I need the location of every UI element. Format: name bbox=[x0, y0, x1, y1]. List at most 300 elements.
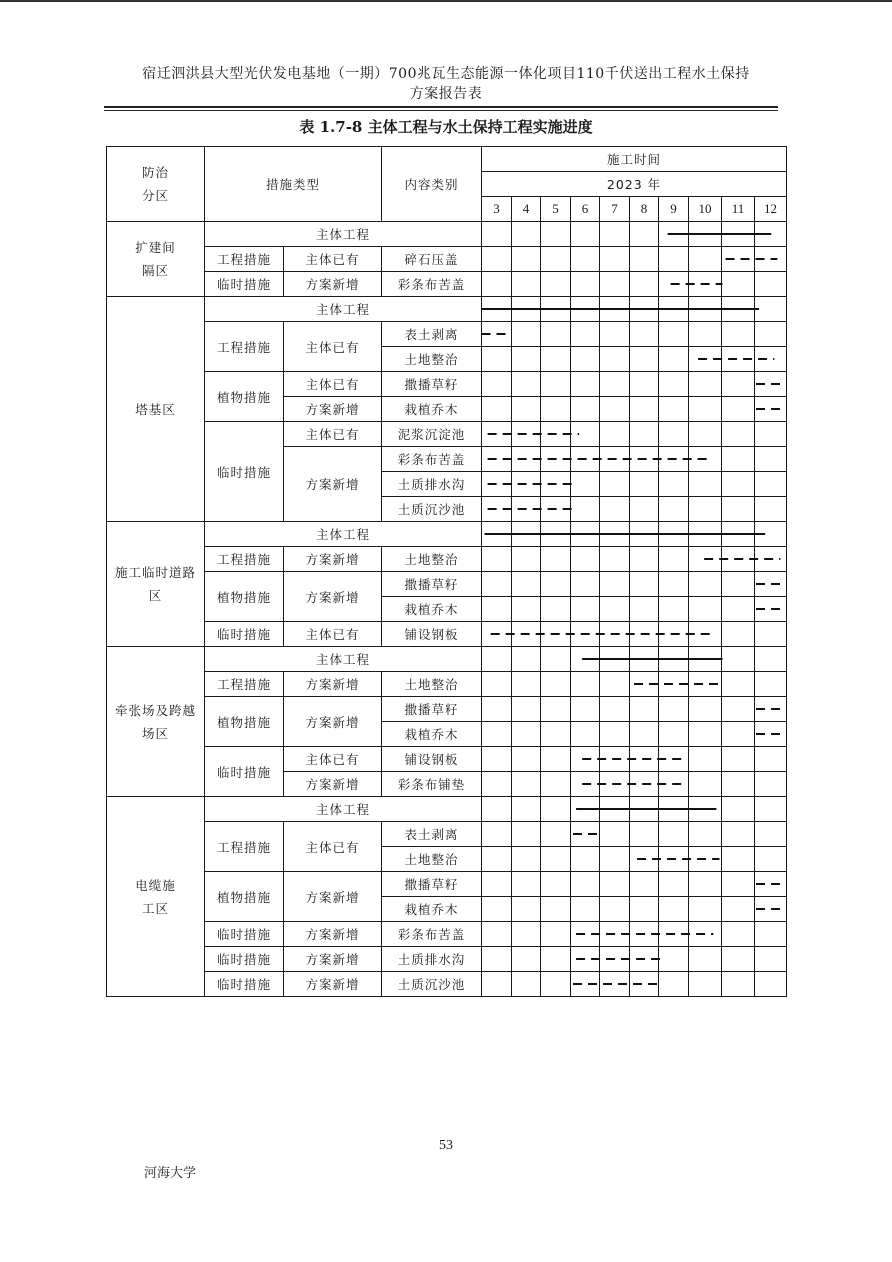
gantt-cell bbox=[600, 597, 630, 622]
gantt-cell bbox=[571, 747, 600, 772]
gantt-cell bbox=[722, 397, 755, 422]
gantt-cell bbox=[630, 672, 659, 697]
gantt-cell bbox=[571, 347, 600, 372]
gantt-cell bbox=[722, 697, 755, 722]
header-content: 内容类别 bbox=[382, 147, 482, 222]
gantt-cell bbox=[630, 272, 659, 297]
gantt-cell bbox=[571, 247, 600, 272]
gantt-cell bbox=[541, 672, 571, 697]
gantt-cell bbox=[541, 497, 571, 522]
main-works-label: 主体工程 bbox=[205, 297, 482, 322]
month-header-11: 11 bbox=[722, 197, 755, 222]
gantt-cell bbox=[541, 347, 571, 372]
gantt-cell bbox=[722, 347, 755, 372]
schedule-row bbox=[107, 247, 787, 272]
content-item: 栽植乔木 bbox=[382, 397, 482, 422]
gantt-cell bbox=[571, 447, 600, 472]
measure-category: 植物措施 bbox=[205, 572, 284, 622]
gantt-cell bbox=[512, 497, 541, 522]
gantt-cell bbox=[722, 222, 755, 247]
gantt-cell bbox=[482, 372, 512, 397]
month-header-6: 6 bbox=[571, 197, 600, 222]
gantt-cell bbox=[600, 497, 630, 522]
schedule-row bbox=[107, 922, 787, 947]
gantt-cell bbox=[512, 272, 541, 297]
header-rule-thick bbox=[104, 106, 778, 108]
gantt-cell bbox=[512, 297, 541, 322]
gantt-cell bbox=[659, 897, 689, 922]
gantt-cell bbox=[541, 472, 571, 497]
gantt-cell bbox=[482, 422, 512, 447]
month-header-3: 3 bbox=[482, 197, 512, 222]
gantt-cell bbox=[600, 572, 630, 597]
content-item: 土地整治 bbox=[382, 347, 482, 372]
gantt-cell bbox=[755, 322, 787, 347]
content-item: 栽植乔木 bbox=[382, 722, 482, 747]
gantt-cell bbox=[659, 947, 689, 972]
zone-name bbox=[107, 647, 205, 797]
gantt-cell bbox=[600, 522, 630, 547]
content-item: 泥浆沉淀池 bbox=[382, 422, 482, 447]
content-item: 彩条布铺垫 bbox=[382, 772, 482, 797]
content-item: 土质沉沙池 bbox=[382, 972, 482, 997]
gantt-cell bbox=[541, 747, 571, 772]
gantt-cell bbox=[482, 522, 512, 547]
gantt-cell bbox=[630, 947, 659, 972]
gantt-cell bbox=[571, 822, 600, 847]
gantt-cell bbox=[689, 922, 722, 947]
gantt-cell bbox=[512, 772, 541, 797]
gantt-cell bbox=[571, 697, 600, 722]
gantt-cell bbox=[600, 622, 630, 647]
gantt-cell bbox=[600, 222, 630, 247]
gantt-cell bbox=[571, 872, 600, 897]
gantt-cell bbox=[600, 822, 630, 847]
gantt-cell bbox=[600, 697, 630, 722]
gantt-cell bbox=[659, 797, 689, 822]
gantt-cell bbox=[722, 722, 755, 747]
gantt-cell bbox=[689, 722, 722, 747]
gantt-cell bbox=[571, 922, 600, 947]
gantt-cell bbox=[541, 897, 571, 922]
gantt-cell bbox=[755, 422, 787, 447]
gantt-cell bbox=[755, 847, 787, 872]
measure-source: 主体已有 bbox=[284, 372, 382, 397]
gantt-cell bbox=[659, 222, 689, 247]
measure-category: 植物措施 bbox=[205, 697, 284, 747]
gantt-cell bbox=[600, 747, 630, 772]
gantt-cell bbox=[541, 272, 571, 297]
gantt-cell bbox=[512, 372, 541, 397]
gantt-cell bbox=[755, 722, 787, 747]
gantt-cell bbox=[512, 522, 541, 547]
gantt-cell bbox=[482, 622, 512, 647]
gantt-cell bbox=[755, 497, 787, 522]
gantt-cell bbox=[482, 447, 512, 472]
content-item: 撒播草籽 bbox=[382, 372, 482, 397]
gantt-cell bbox=[630, 697, 659, 722]
schedule-row bbox=[107, 272, 787, 297]
table-caption: 表 1.7-8 主体工程与水土保持工程实施进度 bbox=[299, 118, 593, 136]
measure-source: 方案新增 bbox=[284, 922, 382, 947]
gantt-cell bbox=[689, 522, 722, 547]
gantt-cell bbox=[755, 772, 787, 797]
gantt-cell bbox=[512, 247, 541, 272]
gantt-cell bbox=[541, 372, 571, 397]
measure-category: 工程措施 bbox=[205, 547, 284, 572]
measure-source: 方案新增 bbox=[284, 772, 382, 797]
gantt-cell bbox=[722, 522, 755, 547]
zone-name-label: 电缆施工区 bbox=[135, 877, 176, 916]
gantt-cell bbox=[722, 672, 755, 697]
zone-name-label: 牵张场及跨越场区 bbox=[114, 702, 196, 741]
schedule-row bbox=[107, 972, 787, 997]
gantt-cell bbox=[689, 547, 722, 572]
gantt-cell bbox=[571, 772, 600, 797]
gantt-cell bbox=[541, 297, 571, 322]
gantt-cell bbox=[689, 422, 722, 447]
gantt-cell bbox=[482, 972, 512, 997]
gantt-cell bbox=[571, 472, 600, 497]
gantt-cell bbox=[722, 497, 755, 522]
gantt-cell bbox=[512, 922, 541, 947]
header-line-2: 方案报告表 bbox=[409, 86, 483, 102]
gantt-cell bbox=[512, 447, 541, 472]
gantt-cell bbox=[689, 372, 722, 397]
gantt-cell bbox=[482, 947, 512, 972]
schedule-row bbox=[107, 522, 787, 547]
gantt-cell bbox=[482, 347, 512, 372]
gantt-cell bbox=[630, 222, 659, 247]
measure-source: 方案新增 bbox=[284, 397, 382, 422]
gantt-cell bbox=[689, 447, 722, 472]
gantt-cell bbox=[722, 272, 755, 297]
gantt-cell bbox=[722, 622, 755, 647]
gantt-cell bbox=[689, 247, 722, 272]
measure-category: 植物措施 bbox=[205, 872, 284, 922]
measure-source: 方案新增 bbox=[284, 272, 382, 297]
gantt-cell bbox=[722, 797, 755, 822]
gantt-cell bbox=[512, 597, 541, 622]
gantt-cell bbox=[659, 272, 689, 297]
gantt-cell bbox=[600, 547, 630, 572]
gantt-cell bbox=[482, 897, 512, 922]
month-header-10: 10 bbox=[689, 197, 722, 222]
gantt-cell bbox=[755, 922, 787, 947]
gantt-cell bbox=[512, 397, 541, 422]
gantt-cell bbox=[722, 597, 755, 622]
gantt-cell bbox=[571, 572, 600, 597]
zone-name bbox=[107, 522, 205, 647]
measure-category: 临时措施 bbox=[205, 272, 284, 297]
gantt-cell bbox=[571, 972, 600, 997]
gantt-cell bbox=[722, 747, 755, 772]
measure-category: 工程措施 bbox=[205, 247, 284, 272]
gantt-cell bbox=[755, 572, 787, 597]
gantt-cell bbox=[659, 622, 689, 647]
gantt-cell bbox=[600, 397, 630, 422]
gantt-cell bbox=[512, 572, 541, 597]
gantt-cell bbox=[630, 597, 659, 622]
gantt-cell bbox=[600, 897, 630, 922]
gantt-cell bbox=[541, 822, 571, 847]
gantt-cell bbox=[541, 922, 571, 947]
gantt-cell bbox=[659, 497, 689, 522]
gantt-cell bbox=[689, 272, 722, 297]
gantt-cell bbox=[571, 897, 600, 922]
gantt-cell bbox=[482, 697, 512, 722]
content-item: 铺设钢板 bbox=[382, 747, 482, 772]
gantt-cell bbox=[630, 872, 659, 897]
gantt-cell bbox=[630, 822, 659, 847]
header-measure: 措施类型 bbox=[205, 147, 382, 222]
gantt-cell bbox=[659, 647, 689, 672]
gantt-cell bbox=[689, 472, 722, 497]
gantt-cell bbox=[689, 872, 722, 897]
content-item: 土质排水沟 bbox=[382, 472, 482, 497]
month-header-12: 12 bbox=[755, 197, 787, 222]
gantt-cell bbox=[541, 847, 571, 872]
gantt-cell bbox=[600, 922, 630, 947]
gantt-cell bbox=[541, 622, 571, 647]
gantt-cell bbox=[541, 797, 571, 822]
gantt-cell bbox=[482, 797, 512, 822]
gantt-cell bbox=[755, 547, 787, 572]
gantt-cell bbox=[659, 547, 689, 572]
measure-category: 植物措施 bbox=[205, 372, 284, 422]
gantt-cell bbox=[630, 972, 659, 997]
gantt-cell bbox=[600, 347, 630, 372]
content-item: 表土剥离 bbox=[382, 822, 482, 847]
gantt-cell bbox=[571, 547, 600, 572]
gantt-cell bbox=[722, 322, 755, 347]
gantt-cell bbox=[755, 472, 787, 497]
gantt-cell bbox=[689, 672, 722, 697]
content-item: 土地整治 bbox=[382, 847, 482, 872]
schedule-row bbox=[107, 797, 787, 822]
gantt-cell bbox=[689, 597, 722, 622]
gantt-cell bbox=[600, 272, 630, 297]
gantt-cell bbox=[482, 297, 512, 322]
schedule-table bbox=[106, 146, 787, 997]
gantt-cell bbox=[571, 622, 600, 647]
gantt-cell bbox=[571, 672, 600, 697]
gantt-cell bbox=[630, 922, 659, 947]
gantt-cell bbox=[512, 797, 541, 822]
gantt-cell bbox=[571, 397, 600, 422]
header-rule-thin bbox=[104, 110, 778, 111]
gantt-cell bbox=[659, 297, 689, 322]
header-row-1 bbox=[107, 147, 787, 172]
gantt-cell bbox=[659, 722, 689, 747]
gantt-cell bbox=[541, 447, 571, 472]
gantt-cell bbox=[630, 847, 659, 872]
gantt-cell bbox=[600, 772, 630, 797]
gantt-cell bbox=[755, 397, 787, 422]
content-item: 铺设钢板 bbox=[382, 622, 482, 647]
gantt-cell bbox=[482, 272, 512, 297]
gantt-cell bbox=[755, 897, 787, 922]
gantt-cell bbox=[755, 622, 787, 647]
gantt-cell bbox=[482, 922, 512, 947]
gantt-cell bbox=[659, 672, 689, 697]
gantt-cell bbox=[659, 447, 689, 472]
gantt-cell bbox=[482, 222, 512, 247]
gantt-cell bbox=[689, 697, 722, 722]
gantt-cell bbox=[659, 347, 689, 372]
content-item: 土地整治 bbox=[382, 672, 482, 697]
gantt-cell bbox=[722, 547, 755, 572]
measure-source: 方案新增 bbox=[284, 572, 382, 622]
gantt-cell bbox=[482, 722, 512, 747]
gantt-cell bbox=[659, 597, 689, 622]
gantt-cell bbox=[659, 247, 689, 272]
gantt-cell bbox=[630, 772, 659, 797]
measure-source: 主体已有 bbox=[284, 322, 382, 372]
gantt-cell bbox=[689, 847, 722, 872]
gantt-cell bbox=[512, 697, 541, 722]
gantt-cell bbox=[541, 947, 571, 972]
measure-source: 主体已有 bbox=[284, 747, 382, 772]
gantt-cell bbox=[630, 622, 659, 647]
schedule-row bbox=[107, 547, 787, 572]
page-top-border bbox=[0, 0, 892, 2]
gantt-cell bbox=[512, 722, 541, 747]
gantt-cell bbox=[755, 222, 787, 247]
gantt-cell bbox=[482, 322, 512, 347]
gantt-cell bbox=[600, 322, 630, 347]
gantt-cell bbox=[512, 547, 541, 572]
gantt-cell bbox=[512, 422, 541, 447]
measure-source: 方案新增 bbox=[284, 447, 382, 522]
gantt-cell bbox=[512, 822, 541, 847]
gantt-cell bbox=[482, 472, 512, 497]
zone-name bbox=[107, 797, 205, 997]
gantt-cell bbox=[541, 722, 571, 747]
gantt-cell bbox=[755, 347, 787, 372]
gantt-cell bbox=[541, 522, 571, 547]
header-time: 施工时间 bbox=[482, 147, 787, 172]
content-item: 土质排水沟 bbox=[382, 947, 482, 972]
gantt-cell bbox=[571, 722, 600, 747]
gantt-cell bbox=[600, 447, 630, 472]
gantt-cell bbox=[755, 872, 787, 897]
gantt-cell bbox=[659, 922, 689, 947]
content-item: 栽植乔木 bbox=[382, 897, 482, 922]
zone-name-label: 塔基区 bbox=[135, 401, 176, 417]
gantt-cell bbox=[571, 222, 600, 247]
schedule-row bbox=[107, 647, 787, 672]
gantt-cell bbox=[571, 372, 600, 397]
gantt-cell bbox=[512, 647, 541, 672]
content-item: 撒播草籽 bbox=[382, 572, 482, 597]
gantt-cell bbox=[755, 597, 787, 622]
gantt-cell bbox=[571, 272, 600, 297]
measure-category: 工程措施 bbox=[205, 822, 284, 872]
content-item: 彩条布苦盖 bbox=[382, 272, 482, 297]
gantt-cell bbox=[630, 722, 659, 747]
gantt-cell bbox=[482, 397, 512, 422]
gantt-cell bbox=[630, 522, 659, 547]
gantt-cell bbox=[659, 422, 689, 447]
gantt-cell bbox=[689, 647, 722, 672]
measure-category: 临时措施 bbox=[205, 747, 284, 797]
gantt-cell bbox=[755, 822, 787, 847]
gantt-cell bbox=[659, 322, 689, 347]
gantt-cell bbox=[600, 722, 630, 747]
gantt-cell bbox=[541, 397, 571, 422]
content-item: 土地整治 bbox=[382, 547, 482, 572]
schedule-row bbox=[107, 572, 787, 597]
gantt-cell bbox=[482, 847, 512, 872]
gantt-cell bbox=[541, 547, 571, 572]
gantt-cell bbox=[659, 972, 689, 997]
gantt-cell bbox=[482, 572, 512, 597]
gantt-cell bbox=[630, 572, 659, 597]
content-item: 撒播草籽 bbox=[382, 697, 482, 722]
gantt-cell bbox=[722, 647, 755, 672]
gantt-cell bbox=[600, 647, 630, 672]
header-year: 2023 年 bbox=[482, 172, 787, 197]
gantt-cell bbox=[659, 522, 689, 547]
content-item: 彩条布苦盖 bbox=[382, 922, 482, 947]
gantt-cell bbox=[722, 972, 755, 997]
gantt-cell bbox=[482, 547, 512, 572]
measure-category: 临时措施 bbox=[205, 622, 284, 647]
gantt-cell bbox=[689, 747, 722, 772]
gantt-cell bbox=[630, 797, 659, 822]
header-zone-label: 防治分区 bbox=[141, 165, 169, 203]
gantt-cell bbox=[600, 672, 630, 697]
measure-source: 主体已有 bbox=[284, 247, 382, 272]
measure-category: 工程措施 bbox=[205, 322, 284, 372]
gantt-cell bbox=[571, 297, 600, 322]
gantt-cell bbox=[630, 747, 659, 772]
gantt-cell bbox=[722, 872, 755, 897]
gantt-cell bbox=[541, 322, 571, 347]
gantt-cell bbox=[659, 372, 689, 397]
gantt-cell bbox=[630, 372, 659, 397]
gantt-cell bbox=[755, 297, 787, 322]
running-header bbox=[100, 64, 792, 104]
measure-category: 临时措施 bbox=[205, 922, 284, 947]
gantt-cell bbox=[541, 647, 571, 672]
gantt-cell bbox=[482, 247, 512, 272]
gantt-cell bbox=[755, 447, 787, 472]
measure-category: 临时措施 bbox=[205, 947, 284, 972]
gantt-cell bbox=[755, 947, 787, 972]
zone-name-label: 施工临时道路区 bbox=[114, 565, 196, 603]
gantt-cell bbox=[722, 247, 755, 272]
gantt-cell bbox=[689, 622, 722, 647]
month-header-7: 7 bbox=[600, 197, 630, 222]
gantt-cell bbox=[722, 372, 755, 397]
page-number: 53 bbox=[439, 1138, 453, 1153]
gantt-cell bbox=[689, 497, 722, 522]
measure-source: 方案新增 bbox=[284, 672, 382, 697]
gantt-cell bbox=[659, 472, 689, 497]
gantt-cell bbox=[541, 422, 571, 447]
gantt-cell bbox=[755, 522, 787, 547]
measure-category: 工程措施 bbox=[205, 672, 284, 697]
footer-institution: 河海大学 bbox=[144, 1166, 197, 1181]
gantt-cell bbox=[659, 772, 689, 797]
content-item: 彩条布苦盖 bbox=[382, 447, 482, 472]
gantt-cell bbox=[512, 222, 541, 247]
gantt-cell bbox=[600, 372, 630, 397]
header-line-1: 宿迁泗洪县大型光伏发电基地（一期）700兆瓦生态能源一体化项目110千伏送出工程水土保持 bbox=[142, 66, 750, 82]
schedule-row bbox=[107, 822, 787, 847]
